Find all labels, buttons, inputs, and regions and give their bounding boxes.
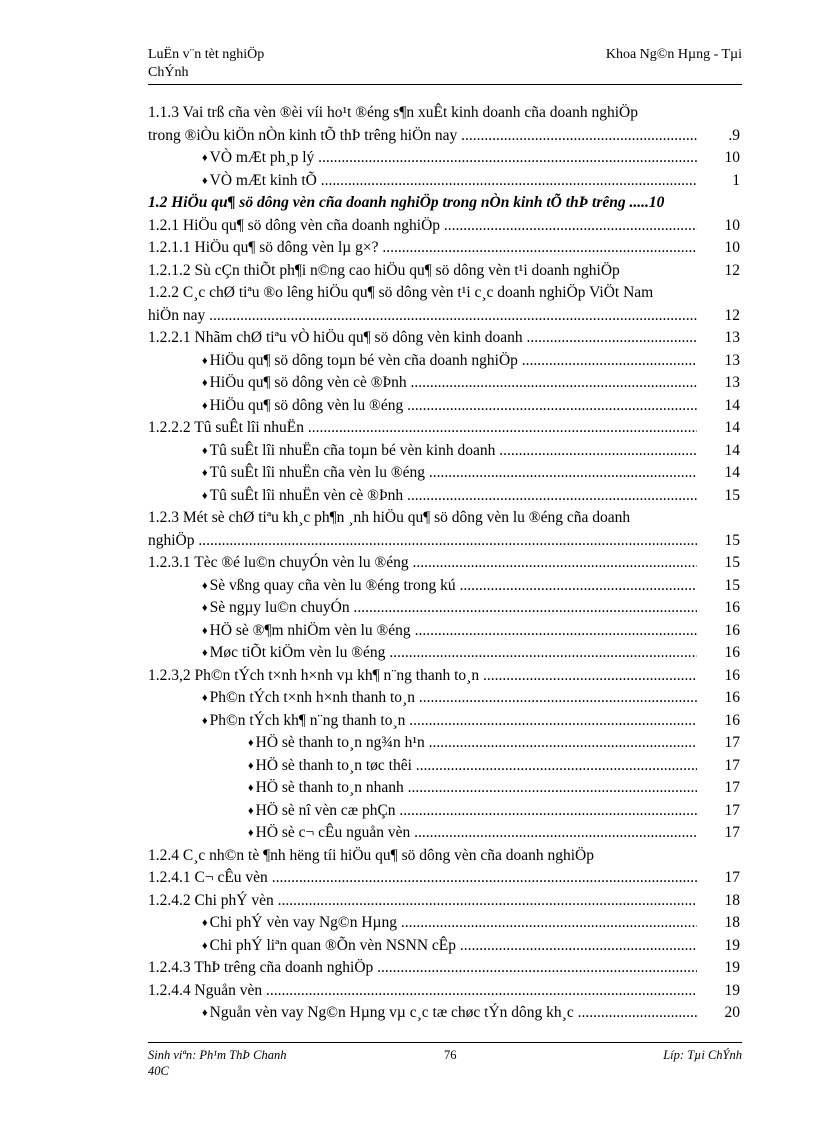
toc-entry-label: VÒ mÆt kinh tÕ: [209, 171, 317, 189]
toc-entry: [148, 372, 742, 395]
toc-entry-text: [202, 597, 697, 620]
diamond-bullet-icon: ♦: [202, 152, 208, 164]
toc-entry-page: 16: [697, 597, 742, 620]
toc-entry: [148, 417, 742, 440]
page-number: 76: [444, 1048, 457, 1062]
toc-entry-page: 10: [697, 147, 742, 170]
toc-entry-page: 15: [697, 485, 742, 508]
toc-entry-label: 1.2.3 Mét sè chØ tiªu kh¸c ph¶n ¸nh hiÖu qu¶ sö dông vèn lu ®éng cña doanh: [148, 509, 631, 526]
toc-entry-label: 1.2.2.2 Tû suÊt lîi nhuËn: [148, 419, 305, 436]
toc-entry-text: [248, 777, 697, 800]
toc-entry-text: [148, 957, 697, 980]
toc-entry: [148, 305, 742, 328]
toc-entry: [148, 912, 742, 935]
toc-entry: [148, 777, 742, 800]
toc-entry-page: 10: [697, 215, 742, 238]
header-left: [148, 46, 348, 82]
diamond-bullet-icon: ♦: [202, 467, 208, 479]
toc-entry-text: [202, 710, 697, 733]
toc-entry-label: HÖ sè thanh to¸n ng¾n h¹n: [255, 734, 425, 751]
toc-entry: [148, 710, 742, 733]
toc-entry: [148, 282, 742, 305]
toc-entry-page: 15: [697, 530, 742, 553]
toc-entry-page: 17: [697, 755, 742, 778]
toc-entry-text: [148, 552, 697, 575]
toc-entry-label: Møc tiÕt kiÖm vèn lu ®éng: [209, 644, 386, 661]
diamond-bullet-icon: ♦: [248, 827, 254, 839]
header-thesis-title-cont: ChÝnh: [148, 65, 189, 80]
toc-entry: [148, 462, 742, 485]
toc-entry-text: [148, 102, 742, 125]
toc-entry: [148, 215, 742, 238]
toc-entry-label: 1.2.2.1 Nhãm chØ tiªu vÒ hiÖu qu¶ sö dông vèn kinh doanh: [148, 329, 523, 346]
toc-entry: [148, 957, 742, 980]
toc-entry: [148, 845, 742, 868]
diamond-bullet-icon: ♦: [248, 782, 254, 794]
toc-entry-text: [202, 372, 697, 395]
diamond-bullet-icon: ♦: [202, 489, 208, 502]
toc-entry-page: 19: [697, 980, 742, 1003]
diamond-bullet-icon: ♦: [202, 714, 208, 727]
toc-entry-text: [202, 485, 697, 508]
footer-class: Líp: Tµi ChÝnh: [663, 1048, 742, 1062]
diamond-bullet-icon: ♦: [202, 377, 208, 389]
toc-entry-page: 16: [697, 687, 742, 710]
toc-entry: [148, 170, 742, 193]
diamond-bullet-icon: ♦: [202, 354, 208, 367]
toc-entry-text: [202, 575, 697, 598]
toc-entry-page: 14: [697, 395, 742, 418]
toc-entry-text: [148, 125, 697, 148]
diamond-bullet-icon: ♦: [202, 939, 208, 952]
toc-entry-page: 13: [697, 372, 742, 395]
diamond-bullet-icon: ♦: [202, 444, 208, 457]
toc-entry-text: [148, 867, 697, 890]
toc-entry-text: [148, 845, 742, 868]
toc-entry-page: 14: [697, 417, 742, 440]
toc-entry-label: HÖ sè c¬ cÊu nguån vèn: [255, 824, 411, 841]
toc-entry-label: Ph©n tÝch t×nh h×nh thanh to¸n: [209, 689, 415, 706]
toc-entry: [148, 125, 742, 148]
toc-entry: [148, 597, 742, 620]
diamond-bullet-icon: ♦: [202, 602, 208, 614]
toc-entry-text: [148, 417, 697, 440]
toc-entry: [148, 687, 742, 710]
toc-entry-page: 14: [697, 440, 742, 463]
toc-entry-label: 1.2.4.1 C¬ cÊu vèn: [148, 869, 268, 886]
toc-entry-text: [248, 822, 697, 845]
toc-entry-label: HiÖu qu¶ sö dông vèn cè ®Þnh: [209, 374, 407, 391]
diamond-bullet-icon: ♦: [248, 759, 254, 772]
toc-entry: [148, 642, 742, 665]
toc-entry-label: HÖ sè ®¶m nhiÖm vèn lu ®éng: [209, 621, 411, 639]
toc-entry-label: HÖ sè thanh to¸n tøc thêi: [255, 756, 412, 774]
diamond-bullet-icon: ♦: [202, 1007, 208, 1019]
toc-entry: [148, 102, 742, 125]
footer-student-cohort: 40C: [148, 1064, 169, 1078]
toc-entry-page: 15: [697, 575, 742, 598]
toc-entry-label: Tû suÊt lîi nhuËn vèn cè ®Þnh: [209, 486, 404, 504]
toc-entry-label: Ph©n tÝch kh¶ n¨ng thanh to¸n: [209, 711, 406, 729]
toc-entry-page: 12: [697, 260, 742, 283]
toc-entry-page: .9: [697, 125, 742, 148]
toc-entry-label: nghiÖp: [148, 531, 195, 549]
header-faculty: Khoa Ng©n Hµng - Tµi: [605, 47, 742, 62]
toc-entry-text: [202, 440, 697, 463]
toc-entry: [148, 822, 742, 845]
toc-entry-text: [248, 800, 697, 823]
toc-entry-label: Sè vßng quay cña vèn lu ®éng trong kú: [209, 576, 456, 594]
toc-entry-label: HiÖu qu¶ sö dông vèn lu ®éng: [209, 396, 404, 414]
toc-entry-text: [202, 912, 697, 935]
page-footer: [148, 1042, 742, 1079]
page-header: [148, 46, 742, 86]
toc-entry-text: [148, 192, 742, 215]
table-of-contents: [148, 102, 742, 1025]
toc-entry-page: 16: [697, 665, 742, 688]
toc-entry: [148, 732, 742, 755]
toc-entry-text: [148, 305, 697, 328]
toc-entry-label: Chi phÝ vèn vay Ng©n Hµng: [209, 914, 397, 931]
diamond-bullet-icon: ♦: [202, 624, 208, 637]
toc-entry-page: 19: [697, 935, 742, 958]
toc-entry-page: 18: [697, 890, 742, 913]
toc-entry: [148, 147, 742, 170]
toc-entry-label: 1.2.1 HiÖu qu¶ sö dông vèn cña doanh nghiÖp: [148, 216, 441, 234]
toc-entry-label: HÖ sè thanh to¸n nhanh: [255, 779, 404, 796]
toc-entry-page: 13: [697, 350, 742, 373]
toc-entry: [148, 260, 742, 283]
toc-entry: [148, 867, 742, 890]
toc-entry-page: 1: [697, 170, 742, 193]
toc-entry-page: 12: [697, 305, 742, 328]
toc-entry: [148, 530, 742, 553]
toc-entry: [148, 395, 742, 418]
toc-entry: [148, 327, 742, 350]
toc-entry-text: [202, 350, 697, 373]
toc-entry-text: [148, 665, 697, 688]
toc-entry-label: Sè ngµy lu©n chuyÓn: [209, 599, 350, 616]
toc-entry-label: 1.2.4.3 ThÞ trêng cña doanh nghiÖp: [148, 959, 374, 976]
header-thesis-title: LuËn v¨n tèt nghiÖp: [148, 47, 265, 62]
toc-entry-text: [148, 890, 697, 913]
toc-entry: [148, 440, 742, 463]
toc-entry-text: [148, 237, 697, 260]
toc-entry: [148, 980, 742, 1003]
toc-entry: [148, 575, 742, 598]
footer-rule: [148, 1042, 742, 1043]
toc-entry-text: [148, 215, 697, 238]
diamond-bullet-icon: ♦: [248, 804, 254, 817]
toc-entry-page: 19: [697, 957, 742, 980]
diamond-bullet-icon: ♦: [202, 692, 208, 704]
toc-entry: [148, 485, 742, 508]
toc-entry-text: [202, 935, 697, 958]
toc-entry-text: [202, 147, 697, 170]
toc-entry-label: trong ®iÒu kiÖn nÒn kinh tÕ thÞ trêng hiÖn nay: [148, 126, 458, 144]
toc-entry-text: [148, 282, 742, 305]
toc-entry-page: 18: [697, 912, 742, 935]
toc-entry-text: [202, 642, 697, 665]
toc-entry-page: 16: [697, 642, 742, 665]
toc-entry: [148, 800, 742, 823]
diamond-bullet-icon: ♦: [202, 917, 208, 929]
toc-entry-label: VÒ mÆt ph¸p lý: [209, 149, 315, 166]
toc-entry-label: 1.2.4.2 Chi phÝ vèn: [148, 891, 274, 909]
toc-entry-page: 16: [697, 710, 742, 733]
toc-entry-label: 1.1.3 Vai trß cña vèn ®èi víi ho¹t ®éng s¶n xuÊt kinh doanh cña doanh nghiÖp: [148, 104, 638, 121]
toc-entry: [148, 507, 742, 530]
toc-entry-page: 17: [697, 800, 742, 823]
diamond-bullet-icon: ♦: [202, 647, 208, 659]
toc-entry-page: 17: [697, 867, 742, 890]
toc-entry-page: 14: [697, 462, 742, 485]
toc-entry-label: HÖ sè nî vèn cæ phÇn: [255, 801, 396, 819]
toc-entry-text: [148, 327, 697, 350]
diamond-bullet-icon: ♦: [202, 399, 208, 412]
toc-entry-text: [248, 732, 697, 755]
toc-entry-text: [202, 1002, 697, 1025]
toc-entry-page: 17: [697, 777, 742, 800]
toc-entry-text: [202, 395, 697, 418]
toc-entry: [148, 350, 742, 373]
toc-entry: [148, 552, 742, 575]
toc-entry-label: 1.2.4 C¸c nh©n tè ¶nh hëng tíi hiÖu qu¶ sö dông vèn cña doanh nghiÖp: [148, 846, 594, 864]
toc-entry-text: [148, 507, 742, 530]
toc-entry: [148, 890, 742, 913]
toc-entry-page: 17: [697, 822, 742, 845]
toc-entry: [148, 935, 742, 958]
toc-entry-label: 1.2.1.1 HiÖu qu¶ sö dông vèn lµ g×?: [148, 239, 379, 256]
toc-entry-label: Tû suÊt lîi nhuËn cña toµn bé vèn kinh doanh: [209, 441, 496, 459]
toc-entry-label: 1.2.3.1 Tèc ®é lu©n chuyÓn vèn lu ®éng: [148, 554, 409, 571]
toc-entry: [148, 755, 742, 778]
toc-entry-page: 16: [697, 620, 742, 643]
toc-entry: [148, 665, 742, 688]
toc-entry-label: hiÖn nay: [148, 306, 206, 324]
toc-entry-label: 1.2.4.4 Nguån vèn: [148, 981, 263, 999]
toc-entry-label: 1.2.2 C¸c chØ tiªu ®o lêng hiÖu qu¶ sö dông vèn t¹i c¸c doanh nghiÖp ViÖt Nam: [148, 284, 654, 301]
toc-entry-page: 20: [697, 1002, 742, 1025]
diamond-bullet-icon: ♦: [248, 737, 254, 749]
footer-student: Sinh viªn: Ph¹m ThÞ Chanh: [148, 1048, 287, 1062]
toc-entry-text: [148, 260, 697, 283]
toc-entry-label: Tû suÊt lîi nhuËn cña vèn lu ®éng: [209, 464, 426, 481]
toc-entry-label: 1.2.3,2 Ph©n tÝch t×nh h×nh vµ kh¶ n¨ng thanh to¸n: [148, 666, 480, 684]
toc-entry: [148, 237, 742, 260]
toc-entry-label: Chi phÝ liªn quan ®Õn vèn NSNN cÊp: [209, 936, 457, 954]
header-rule: [148, 84, 742, 85]
toc-entry-page: 10: [697, 237, 742, 260]
diamond-bullet-icon: ♦: [202, 174, 208, 187]
toc-entry-text: [202, 620, 697, 643]
toc-entry: [148, 192, 742, 215]
diamond-bullet-icon: ♦: [202, 579, 208, 592]
toc-entry-label: 1.2.1.2 Sù cÇn thiÕt ph¶i n©ng cao hiÖu qu¶ sö dông vèn t¹i doanh nghiÖp: [148, 261, 620, 279]
toc-entry-text: [202, 170, 697, 193]
toc-entry-label: HiÖu qu¶ sö dông toµn bé vèn cña doanh nghiÖp: [209, 351, 518, 369]
toc-entry-text: [202, 687, 697, 710]
toc-entry-text: [248, 755, 697, 778]
toc-entry-label: 1.2 HiÖu qu¶ sö dông vèn cña doanh nghiÖp trong nÒn kinh tÕ thÞ trêng .....10: [148, 194, 665, 211]
toc-entry-text: [148, 980, 697, 1003]
toc-entry: [148, 620, 742, 643]
toc-entry-text: [148, 530, 697, 553]
toc-entry-page: 15: [697, 552, 742, 575]
toc-entry-label: Nguån vèn vay Ng©n Hµng vµ c¸c tæ chøc tÝn dông kh¸c: [209, 1004, 574, 1021]
toc-entry: [148, 1002, 742, 1025]
toc-entry-page: 17: [697, 732, 742, 755]
toc-entry-page: 13: [697, 327, 742, 350]
toc-entry-text: [202, 462, 697, 485]
